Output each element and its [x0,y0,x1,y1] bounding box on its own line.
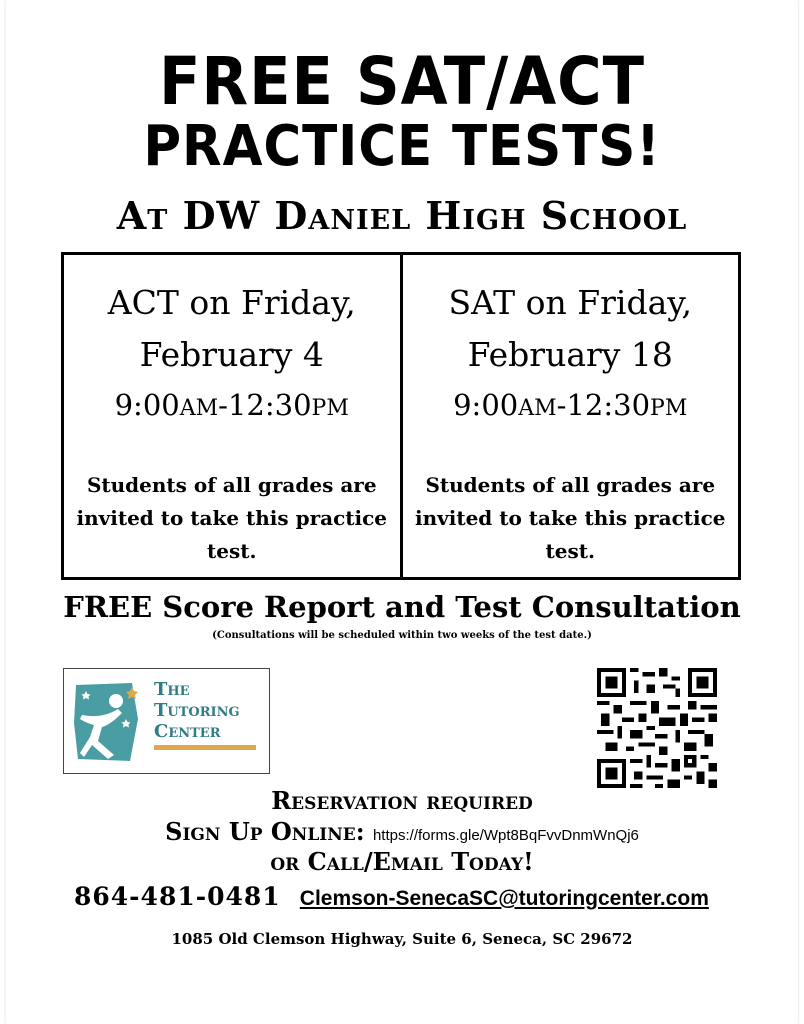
signup-url-link[interactable]: https://forms.gle/Wpt8BqFvvDnmWnQj6 [372,827,639,844]
sat-test-title: SAT on Friday, [448,283,693,322]
act-test-description: Students of all grades are invited to take this practice test. [76,473,388,563]
call-email-line: or Call/Email Today! [270,847,534,876]
logo-underline-bar [154,745,256,750]
sat-test-time: 9:00AM-12:30PM [453,388,688,422]
flyer-title-line2: PRACTICE TESTS! [143,114,661,179]
sat-test-box [403,255,739,577]
tutoring-figure-icon [72,679,144,763]
sat-test-description: Students of all grades are invited to take this practice test. [414,473,726,563]
signup-label: Sign Up Online: [165,817,365,846]
act-test-box [64,255,403,577]
email-link[interactable]: Clemson-SenecaSC@tutoringcenter.com [299,887,709,910]
test-schedule-boxes [61,252,741,580]
act-test-title: ACT on Friday, [107,283,356,322]
signup-line [0,817,804,846]
school-name: At DW Daniel High School [116,193,688,238]
logo-text: The Tutoring Center [154,679,240,742]
score-report-heading: FREE Score Report and Test Consultation [63,590,741,624]
act-test-date: February 4 [139,335,324,374]
flyer-title-line1: FREE SAT/ACT [159,43,645,120]
tutoring-center-logo [63,668,270,774]
reservation-required: Reservation required [271,786,533,815]
address: 1085 Old Clemson Highway, Suite 6, Seneca, SC 29672 [171,930,633,948]
act-test-time: 9:00AM-12:30PM [114,388,349,422]
consultation-note: (Consultations will be scheduled within two weeks of the test date.) [212,630,592,641]
contact-line [74,882,754,911]
signup-qr-code[interactable] [597,668,717,788]
phone-number[interactable]: 864-481-0481 [74,882,281,911]
sat-test-date: February 18 [467,335,673,374]
